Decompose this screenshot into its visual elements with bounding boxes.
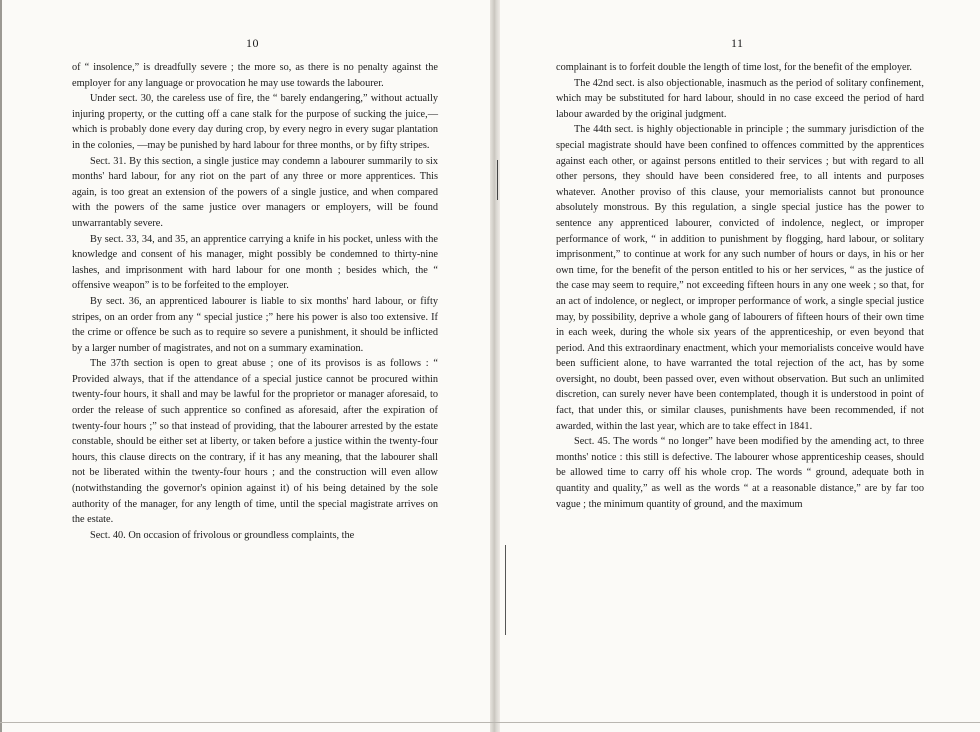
- right-text-column: [556, 60, 924, 512]
- left-text-column: [72, 60, 438, 543]
- paragraph: Sect. 40. On occasion of frivolous or groundless complaints, the: [90, 529, 355, 541]
- page-number-right: 11: [731, 36, 744, 50]
- paragraph: Under sect. 30, the careless use of fire, the “ barely endangering,” without actually injuring property, or the cutting off a cane stalk for the purpose of sucking the juice,—which is probably done every day during crop, by every negro in every sugar plantation in the colonies, —may be punished by hard labour for three months, or by fifty stripes.: [72, 93, 438, 151]
- bottom-edge: [0, 722, 980, 723]
- paragraph: By sect. 36, an apprenticed labourer is liable to six months' hard labour, or fifty stripes, on an order from any “ special justice ;” here his power is also too extensive. If the crime or offence be such as to require so severe a punishment, it should be inflicted by a larger number of magistrates, and not on a summary examination.: [72, 295, 438, 354]
- paragraph: complainant is to forfeit double the length of time lost, for the benefit of the employer.: [556, 62, 913, 73]
- scan-mark: [505, 545, 506, 635]
- paragraph: of “ insolence,” is dreadfully severe ; the more so, as there is no penalty against the employer for any language or provocation he may use towards the labourer.: [72, 62, 438, 89]
- paragraph: Sect. 31. By this section, a single justice may condemn a labourer summarily to six months' hard labour, for any riot on the part of any three or more apprentices. This again, is too great an extension of the powers of a single justice, and when compared with the powers of the same justice over managers or employers, will be found unwarrantably severe.: [72, 155, 438, 229]
- left-edge: [0, 0, 2, 732]
- paragraph: The 42nd sect. is also objectionable, inasmuch as the period of solitary confinement, which may be substituted for hard labour, should in no case exceed the period of hard labour awarded by the original judgment.: [556, 77, 924, 120]
- paragraph: Sect. 45. The words “ no longer” have been modified by the amending act, to three months' notice : this still is defective. The labourer whose apprenticeship ceases, should be allowed time to carry off his whole crop. The words “ ground, adequate both in quantity and quality,” as well as the words “ at a reasonable distance,” are by far too vague ; the minimum quantity of ground, and the maximum: [556, 436, 924, 510]
- paragraph: By sect. 33, 34, and 35, an apprentice carrying a knife in his pocket, unless with the knowledge and consent of his manager, might possibly be condemned to thirty-nine lashes, and imprisonment with hard labour for one month ; besides which, the “ offensive weapon” is to be forfeited to the employer.: [72, 233, 438, 292]
- book-gutter: [490, 0, 500, 732]
- paragraph: The 37th section is open to great abuse ; one of its provisos is as follows : “ Provided always, that if the attendance of a special justice cannot be procured within twenty-four hours, it shall and may be lawful for the proprietor or manager aforesaid, to order the release of such apprentice so confined as aforesaid, after the expiration of twenty-four hours ;” so that instead of providing, that the labourer arrested by the estate constable, should be either set at liberty, or taken before a justice within the twenty-four hours, this clause directs on the contrary, if it has any meaning, that the labourer shall not be liberated within the twenty-four hours ; and the construction will even allow (notwithstanding the governor's opinion against it) of his being detained by the sole authority of the manager, for any length of time, until the special magistrate arrives on the estate.: [72, 358, 438, 526]
- page-number-left: 10: [246, 36, 259, 50]
- paragraph: The 44th sect. is highly objectionable in principle ; the summary jurisdiction of the special magistrate should have been confined to offences committed by the apprentices against each other, or against persons entitled to their services ; but with regard to all other persons, they should have been considered free, to all intents and purposes whatever. Another proviso of this clause, your memorialists cannot but pronounce absolutely monstrous. By this regulation, a single special justice has the power to sentence any apprenticed labourer, convicted of indolence, neglect, or improper performance of work, “ in addition to punishment by flogging, hard labour, or solitary imprisonment,” to continue at work for any such number of hours or days, in his or her own time, for the benefit of the person entitled to his or her services, “ as the justice of the case may seem to require,” not exceeding fifteen hours in any one week ; so that, for an act of indolence, or neglect, or improper performance of work, a single special justice may, by possibility, deprive a whole gang of labourers of fifteen hours of their own time in each week, during the whole six years of the apprenticeship, or even beyond that period. And this extraordinary enactment, which your memorialists conceive would have been sufficient alone, to have warranted the total rejection of the act, has by some oversight, no doubt, been passed over, even without observation. But such an unlimited discretion, can surely never have been contemplated, though it is understood in point of fact, that under this, or similar clauses, punishments have been recommended, if not awarded, within the last year, which are to take effect in 1841.: [556, 124, 924, 432]
- scan-mark: [497, 160, 498, 200]
